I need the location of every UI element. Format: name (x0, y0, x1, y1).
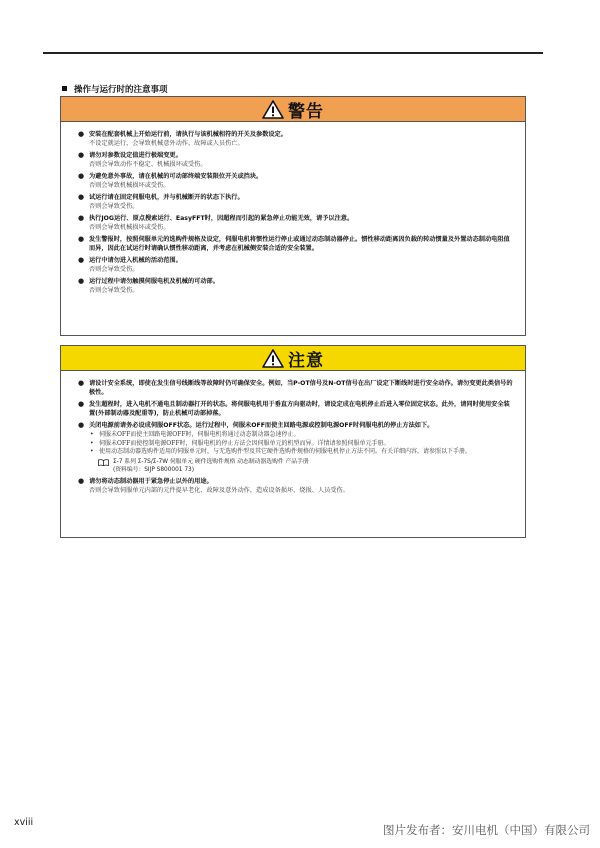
warning-triangle-icon (262, 100, 284, 119)
caution-item-text: 发生超程时，进入电机不通电且制动器打开的状态。将伺服电机用于垂直方向驱动时，请设定成在电机停止后进入零位固定状态。此外，请同时使用安全装置(外部制动器及配重等)，防止机械可动部掉落。 (89, 401, 510, 417)
list-item-text: 伺服未OFF而使控制电源OFF时，伺服电机的停止方法会因伺服单元的机型而异。详情请参照伺服单元手册。 (99, 439, 390, 447)
warning-item-consequence: 否则会导致机械损坏或受伤。 (89, 224, 170, 231)
warning-item-text: 运行中请勿进入机械的活动范围。 (89, 257, 182, 264)
warning-item: ● 试运行请在固定伺服电机，并与机械断开的状态下执行。 否则会导致受伤。 (75, 193, 515, 211)
warning-item-text: 为避免意外事故，请在机械的可动部终端安装限位开关或挡块。 (89, 173, 263, 180)
caution-item-text: 请勿将动态制动器用于紧急停止以外的用途。 (89, 477, 213, 485)
caution-header (61, 346, 525, 371)
warning-item: ● 安装在配套机械上开始运行前，请执行与该机械相符的开关及参数设定。 不设定就运行，会导致机械意外动作、故障或人员伤亡。 (75, 130, 515, 148)
warning-item-consequence: 否则会导致动作不稳定、机械损坏或受伤。 (89, 161, 207, 168)
warning-item-text: 发生警报时，按照伺服单元的选购件规格及设定，伺服电机将惯性运行停止或通过动态制动器停止。惯性移动距离因负载的转动惯量及外置动态制动电阻值而异，因此在试运行时请确认惯性移动距离，并考虑在机械侧安装合适的安全装置。 (89, 236, 510, 252)
list-item-text: 伺服未OFF而使主回路电源OFF时，伺服电机将通过动态制动器急速停止。 (99, 431, 300, 438)
warning-box (60, 96, 526, 336)
warning-item-text: 试运行请在固定伺服电机，并与机械断开的状态下执行。 (89, 194, 244, 201)
caution-item-text: 请设计安全系统，即使在发生信号线断线等故障时仍可确保安全。例如，当P-OT信号及N-OT信号在出厂设定下断线时进行安全动作。请勿变更此类信号的极性。 (89, 380, 513, 396)
warning-item-text: 请勿对参数设定值进行极端变更。 (89, 152, 182, 159)
warning-item-text: 运行过程中请勿触摸伺服电机及机械的可动部。 (89, 278, 219, 285)
warning-title: 警告 (288, 101, 324, 122)
warning-item: ● 执行JOG运行、原点搜索运行、EasyFFT时，因超程而引起的紧急停止功能无效，请予以注意。 否则会导致机械损坏或受伤。 (75, 214, 515, 232)
warning-item-consequence: 否则会导致受伤。 (89, 266, 139, 273)
warning-header (61, 97, 525, 122)
list-item: • 使用动态制动器选购件适用的伺服单元时，与无选购件型及其它硬件选购件规格的伺服电机停止方法不同。有关详细内容，请参照以下手册。 (90, 448, 472, 456)
warning-item-consequence: 否则会导致机械损坏或受伤。 (89, 182, 170, 189)
page-number: xviii (14, 817, 34, 828)
caution-title: 注意 (288, 350, 324, 371)
warning-item-text: 安装在配套机械上开始运行前，请执行与该机械相符的开关及参数设定。 (89, 131, 287, 138)
manual-title: Σ-7 系列 Σ-7S/Σ-7W 伺服单元 硬件选购件规格 动态制动器选购件 产品手册 (113, 458, 309, 465)
caution-item: ● 关闭电源前请务必设成伺服OFF状态。运行过程中，伺服未OFF而使主回路电源或控制电源OFF时伺服电机的停止方法如下。 • 伺服未OFF而使主回路电源OFF时，伺服电机将通过动态制动器急速停止。 • 伺服未OFF而使控制电源OFF时，伺服电机的停止方法会因伺服单元的机型而异。详情请参照伺服单元手册。 • 使用动态制动器选购件适用的伺服单元时，与无选购件型及其它硬件选购件规格的伺服电机停止方法不同。有关详细内容，请参照以下手册。 Σ-7 系列 Σ-7S/Σ-7W 伺服单元 硬件选购件规格 动态制动器选购件 产品手册 (资料编号：SIJP S800001 73) (75, 421, 515, 474)
caution-body (61, 371, 525, 495)
warning-item: ● 请勿对参数设定值进行极端变更。 否则会导致动作不稳定、机械损坏或受伤。 (75, 151, 515, 169)
warning-item: ● 运行过程中请勿触摸伺服电机及机械的可动部。 否则会导致受伤。 (75, 277, 515, 295)
warning-item-consequence: 否则会导致受伤。 (89, 203, 139, 210)
top-rule (43, 52, 543, 54)
square-bullet-icon (62, 86, 67, 91)
caution-item: ● 发生超程时，进入电机不通电且制动器打开的状态。将伺服电机用于垂直方向驱动时，请设定成在电机停止后进入零位固定状态。此外，请同时使用安全装置(外部制动器及配重等)，防止机械可动部掉落。 (75, 400, 515, 418)
list-item-text: 使用动态制动器选购件适用的伺服单元时，与无选购件型及其它硬件选购件规格的伺服电机停止方法不同。有关详细内容，请参照以下手册。 (99, 448, 472, 456)
warning-item-consequence: 不设定就运行，会导致机械意外动作、故障或人员伤亡。 (89, 140, 244, 147)
caution-item-text: 关闭电源前请务必设成伺服OFF状态。运行过程中，伺服未OFF而使主回路电源或控制电源OFF时伺服电机的停止方法如下。 (89, 422, 434, 429)
manual-doc-number: (资料编号：SIJP S800001 73) (113, 466, 194, 473)
section-title: 操作与运行时的注意事项 (74, 85, 168, 95)
warning-item-consequence: 否则会导致受伤。 (89, 287, 139, 294)
caution-item: ● 请勿将动态制动器用于紧急停止以外的用途。 否则会导致伺服单元内部的元件提早老化、故障及意外动作，造成设备损坏、烧损、人员受伤。 (75, 477, 515, 495)
warning-body (61, 122, 525, 295)
warning-item-text: 执行JOG运行、原点搜索运行、EasyFFT时，因超程而引起的紧急停止功能无效，请予以注意。 (89, 215, 354, 222)
caution-box (60, 345, 526, 538)
book-icon (98, 459, 109, 466)
publisher-credit: 图片发布者：安川电机（中国）有限公司 (383, 823, 590, 837)
caution-item: ● 请设计安全系统，即使在发生信号线断线等故障时仍可确保安全。例如，当P-OT信号及N-OT信号在出厂设定下断线时进行安全动作。请勿变更此类信号的极性。 (75, 379, 515, 397)
warning-triangle-icon (262, 349, 284, 368)
list-item: • 伺服未OFF而使主回路电源OFF时，伺服电机将通过动态制动器急速停止。 (90, 431, 300, 438)
list-item: • 伺服未OFF而使控制电源OFF时，伺服电机的停止方法会因伺服单元的机型而异。详情请参照伺服单元手册。 (90, 439, 390, 447)
warning-item: ● 运行中请勿进入机械的活动范围。 否则会导致受伤。 (75, 256, 515, 274)
warning-item: ● 发生警报时，按照伺服单元的选购件规格及设定，伺服电机将惯性运行停止或通过动态制动器停止。惯性移动距离因负载的转动惯量及外置动态制动电阻值而异，因此在试运行时请确认惯性移动距离，并考虑在机械侧安装合适的安全装置。 (75, 235, 515, 253)
section-heading (62, 83, 168, 95)
caution-item-consequence: 否则会导致伺服单元内部的元件提早老化、故障及意外动作，造成设备损坏、烧损、人员受伤。 (89, 486, 349, 494)
stop-method-list (89, 431, 515, 457)
warning-item: ● 为避免意外事故，请在机械的可动部终端安装限位开关或挡块。 否则会导致机械损坏或受伤。 (75, 172, 515, 190)
manual-reference (89, 458, 515, 474)
